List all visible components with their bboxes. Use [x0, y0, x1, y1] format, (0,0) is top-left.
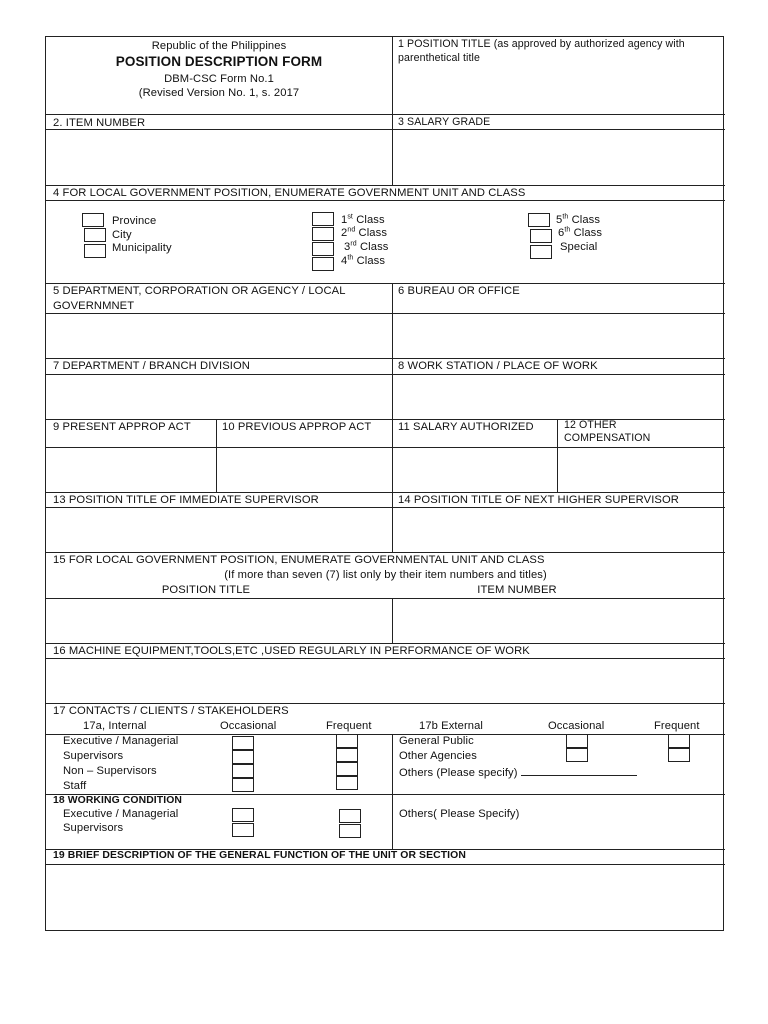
field-17-label: 17 CONTACTS / CLIENTS / STAKEHOLDERS: [53, 705, 289, 717]
field-10-label: 10 PREVIOUS APPROP ACT: [222, 421, 372, 433]
present-approp-act-input[interactable]: [47, 448, 215, 492]
working-supervisors-frequent-checkbox[interactable]: [339, 824, 361, 838]
lgu-item-number-input[interactable]: [393, 599, 724, 643]
salary-grade-input[interactable]: [393, 130, 724, 184]
working-executive-frequent-checkbox[interactable]: [339, 809, 361, 823]
internal-non-supervisors-label: Non – Supervisors: [63, 765, 157, 777]
field-14-label: 14 POSITION TITLE OF NEXT HIGHER SUPERVISOR: [398, 494, 679, 506]
internal-non-supervisors-frequent-checkbox[interactable]: [336, 762, 358, 776]
field-16-label: 16 MACHINE EQUIPMENT,TOOLS,ETC ,USED REGULARLY IN PERFORMANCE OF WORK: [53, 645, 530, 657]
internal-staff-label: Staff: [63, 780, 87, 792]
class-3-checkbox[interactable]: [312, 242, 334, 256]
class-6-checkbox[interactable]: [530, 229, 552, 243]
class-1-checkbox[interactable]: [312, 212, 334, 226]
unit-city: City: [112, 229, 132, 241]
others-specify-line[interactable]: [521, 764, 637, 776]
internal-executive-label: Executive / Managerial: [63, 735, 179, 747]
field-15-label: 15 FOR LOCAL GOVERNMENT POSITION, ENUMERATE GOVERNMENTAL UNIT AND CLASS: [53, 554, 545, 566]
lgu-position-title-input[interactable]: [47, 599, 391, 643]
internal-non-supervisors-occasional-checkbox[interactable]: [232, 764, 254, 778]
class-2-checkbox[interactable]: [312, 227, 334, 241]
form-title: POSITION DESCRIPTION FORM: [115, 54, 323, 69]
position-description-form: [45, 36, 724, 931]
external-general-public-occasional-checkbox[interactable]: [566, 734, 588, 748]
internal-executive-occasional-checkbox[interactable]: [232, 736, 254, 750]
class-4-label: 4th Class: [341, 254, 386, 267]
field-11-label: 11 SALARY AUTHORIZED: [398, 421, 534, 433]
province-checkbox[interactable]: [82, 213, 104, 227]
internal-staff-frequent-checkbox[interactable]: [336, 776, 358, 790]
special-label: Special: [560, 241, 598, 253]
working-others-label: Others( Please Specify): [399, 808, 520, 820]
field-19-label: 19 BRIEF DESCRIPTION OF THE GENERAL FUNCTION OF THE UNIT OR SECTION: [53, 850, 466, 861]
class-2-label: 2nd Class: [341, 226, 388, 239]
internal-executive-frequent-checkbox[interactable]: [336, 734, 358, 748]
internal-staff-occasional-checkbox[interactable]: [232, 778, 254, 792]
field-18-label: 18 WORKING CONDITION: [53, 795, 183, 806]
external-frequent-header: Frequent: [654, 720, 700, 732]
external-general-public-label: General Public: [399, 735, 474, 747]
field-8-label: 8 WORK STATION / PLACE OF WORK: [398, 360, 598, 372]
machine-equipment-input[interactable]: [47, 659, 724, 703]
next-higher-supervisor-input[interactable]: [393, 508, 724, 552]
field-12-label: 12 OTHER COMPENSATION: [564, 419, 651, 444]
internal-supervisors-frequent-checkbox[interactable]: [336, 748, 358, 762]
field-13-label: 13 POSITION TITLE OF IMMEDIATE SUPERVISOR: [53, 494, 319, 506]
branch-division-input[interactable]: [47, 375, 391, 419]
external-label: 17b External: [419, 720, 484, 732]
working-executive-label: Executive / Managerial: [63, 808, 179, 820]
internal-supervisors-label: Supervisors: [63, 750, 124, 762]
field-2-item-number-label: 2. ITEM NUMBER: [53, 117, 146, 129]
class-1-label: 1st Class: [341, 213, 385, 226]
field-9-label: 9 PRESENT APPROP ACT: [53, 421, 191, 433]
external-other-agencies-label: Other Agencies: [399, 750, 477, 762]
external-general-public-frequent-checkbox[interactable]: [668, 734, 690, 748]
other-compensation-input[interactable]: [558, 448, 724, 492]
general-function-description-input[interactable]: [47, 865, 724, 930]
working-supervisors-label: Supervisors: [63, 822, 124, 834]
internal-label: 17a, Internal: [83, 720, 147, 732]
external-occasional-header: Occasional: [548, 720, 605, 732]
form-revision: (Revised Version No. 1, s. 2017: [138, 87, 300, 99]
external-others-label: Others (Please specify): [399, 764, 637, 780]
republic-label: Republic of the Philippines: [151, 40, 287, 52]
item-number-input[interactable]: [47, 130, 391, 184]
internal-occasional-header: Occasional: [220, 720, 277, 732]
form-number: DBM-CSC Form No.1: [164, 73, 274, 85]
field-1-position-title-label: 1 POSITION TITLE (as approved by authorized agency with parenthetical title: [398, 38, 685, 64]
field-4-label: 4 FOR LOCAL GOVERNMENT POSITION, ENUMERATE GOVERNMENT UNIT AND CLASS: [53, 187, 526, 199]
field-5-label: 5 DEPARTMENT, CORPORATION OR AGENCY / LOCAL GOVERNMNET: [53, 285, 346, 312]
previous-approp-act-input[interactable]: [217, 448, 391, 492]
position-title-input[interactable]: [393, 65, 724, 114]
class-5-checkbox[interactable]: [528, 213, 550, 227]
class-3-label: 3rd Class: [344, 240, 389, 253]
external-other-agencies-frequent-checkbox[interactable]: [668, 748, 690, 762]
item-number-column-header: ITEM NUMBER: [477, 584, 557, 596]
field-7-label: 7 DEPARTMENT / BRANCH DIVISION: [53, 360, 250, 372]
special-checkbox[interactable]: [530, 245, 552, 259]
internal-supervisors-occasional-checkbox[interactable]: [232, 750, 254, 764]
unit-province: Province: [112, 215, 157, 227]
class-6-label: 6th Class: [558, 226, 603, 239]
city-checkbox[interactable]: [84, 228, 106, 242]
bureau-office-input[interactable]: [393, 314, 724, 358]
class-4-checkbox[interactable]: [312, 257, 334, 271]
position-title-column-header: POSITION TITLE: [161, 584, 251, 596]
immediate-supervisor-input[interactable]: [47, 508, 391, 552]
class-5-label: 5th Class: [556, 213, 601, 226]
unit-municipality: Municipality: [112, 242, 172, 254]
working-supervisors-occasional-checkbox[interactable]: [232, 823, 254, 837]
internal-frequent-header: Frequent: [326, 720, 372, 732]
external-other-agencies-occasional-checkbox[interactable]: [566, 748, 588, 762]
work-station-input[interactable]: [393, 375, 724, 419]
field-6-label: 6 BUREAU OR OFFICE: [398, 285, 520, 297]
field-15-note: (If more than seven (7) list only by their item numbers and titles): [224, 569, 547, 581]
municipality-checkbox[interactable]: [84, 244, 106, 258]
working-executive-occasional-checkbox[interactable]: [232, 808, 254, 822]
department-agency-input[interactable]: [47, 314, 391, 358]
field-3-salary-grade-label: 3 SALARY GRADE: [398, 116, 491, 128]
salary-authorized-input[interactable]: [393, 448, 556, 492]
